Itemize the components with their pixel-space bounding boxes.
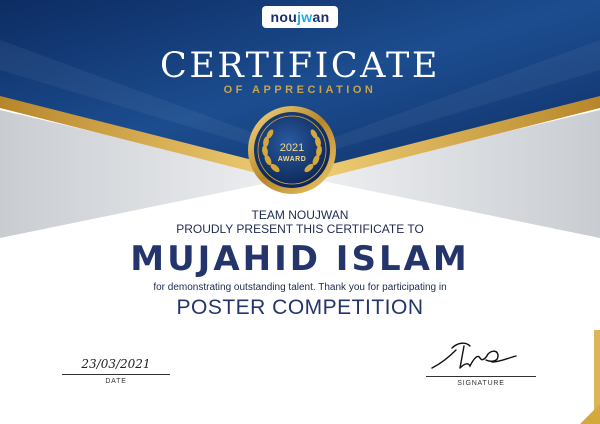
badge-label: AWARD <box>277 156 307 163</box>
brand-logo: noujwan <box>262 6 338 28</box>
signature-scribble <box>426 328 536 376</box>
present-line: PROUDLY PRESENT THIS CERTIFICATE TO <box>176 222 424 236</box>
badge-year: 2021 <box>279 142 305 154</box>
certificate-subtitle: OF APPRECIATION <box>223 84 377 96</box>
reason-text: for demonstrating outstanding talent. Thank you for participating in <box>153 282 447 293</box>
presenter-line: TEAM NOUJWAN <box>251 208 349 222</box>
recipient-name: MUJAHID ISLAM <box>130 239 470 279</box>
date-line <box>62 374 170 375</box>
competition-name: POSTER COMPETITION <box>176 296 424 319</box>
signature-line <box>426 376 536 377</box>
date-value: 23/03/2021 <box>81 357 151 371</box>
certificate-title: CERTIFICATE <box>160 46 440 86</box>
signature-label: SIGNATURE <box>457 380 505 387</box>
date-label: DATE <box>105 378 127 385</box>
award-medal <box>246 104 338 196</box>
